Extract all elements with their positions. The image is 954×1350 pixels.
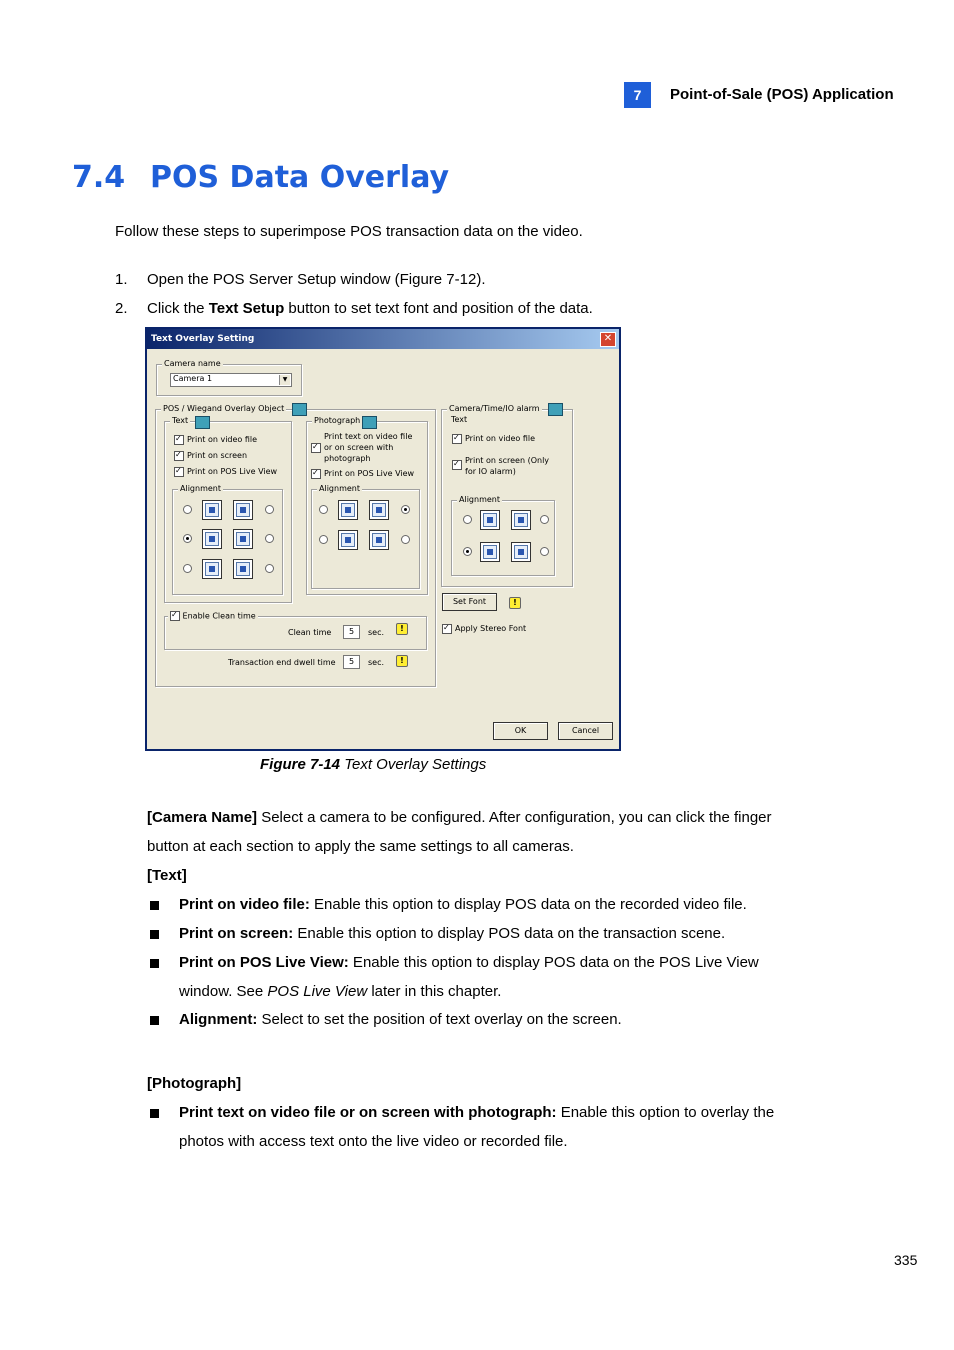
chapter-title: Point-of-Sale (POS) Application xyxy=(670,86,894,103)
text-overlay-dialog xyxy=(145,327,621,751)
photo-align-bottom-right-radio[interactable] xyxy=(401,535,410,544)
list-item xyxy=(147,890,747,919)
enable-clean-group-label xyxy=(168,611,258,621)
step-text-pre: Click the xyxy=(147,300,209,317)
bullet-desc: Enable this option to display POS data on the POS Live View xyxy=(348,954,759,971)
align-middle-right-radio[interactable] xyxy=(265,534,274,543)
camera-name-paragraph xyxy=(147,803,772,832)
cam-alignment-group xyxy=(451,495,555,576)
camera-name-paragraph-line2: button at each section to apply the same settings to all cameras. xyxy=(147,838,574,855)
cam-align-bottom-right-radio[interactable] xyxy=(540,547,549,556)
clean-time-label: Clean time xyxy=(288,628,332,637)
chevron-down-icon: ▼ xyxy=(279,375,290,385)
section-number: 7.4 xyxy=(72,160,126,195)
align-top-left-radio[interactable] xyxy=(183,505,192,514)
bullet-square-icon xyxy=(150,1016,159,1025)
bullet-desc-line2-post: later in this chapter. xyxy=(367,983,502,1000)
bullet-desc: Enable this option to display POS data on the recorded video file. xyxy=(309,896,747,913)
finger-icon[interactable] xyxy=(548,403,563,416)
section-title xyxy=(72,160,449,195)
enable-clean-label: Enable Clean time xyxy=(182,611,256,621)
list-item xyxy=(147,948,759,1006)
align-middle-right-icon[interactable] xyxy=(233,529,253,549)
cam-align-top-right-radio[interactable] xyxy=(540,515,549,524)
cam-align-top-right-icon[interactable] xyxy=(511,510,531,530)
dwell-time-input[interactable]: 5 xyxy=(343,655,360,669)
finger-icon[interactable] xyxy=(195,416,210,429)
intro-paragraph: Follow these steps to superimpose POS transaction data on the video. xyxy=(115,223,583,240)
chapter-number-badge: 7 xyxy=(624,82,651,108)
photo-live-label: Print on POS Live View xyxy=(324,469,415,478)
set-font-button[interactable]: Set Font xyxy=(442,593,497,611)
cam-align-bottom-left-icon[interactable] xyxy=(480,542,500,562)
photo-align-top-left-radio[interactable] xyxy=(319,505,328,514)
section-title-text: POS Data Overlay xyxy=(150,160,450,195)
align-middle-left-icon[interactable] xyxy=(202,529,222,549)
print-screen-label: Print on screen xyxy=(187,451,248,460)
enable-clean-checkbox[interactable] xyxy=(170,611,180,621)
apply-stereo-checkbox[interactable] xyxy=(442,624,452,634)
camera-select-value: Camera 1 xyxy=(173,374,213,383)
bullet-square-icon xyxy=(150,959,159,968)
cam-align-top-left-icon[interactable] xyxy=(480,510,500,530)
camera-name-label: Camera name xyxy=(164,359,221,368)
bullet-square-icon xyxy=(150,1109,159,1118)
step-text-post: button to set text font and position of the data. xyxy=(284,300,593,317)
ok-button[interactable]: OK xyxy=(493,722,548,740)
photo-align-bottom-left-radio[interactable] xyxy=(319,535,328,544)
photo-align-top-right-icon[interactable] xyxy=(369,500,389,520)
print-live-label: Print on POS Live View xyxy=(187,467,278,476)
bullet-desc: Select to set the position of text overlay on the screen. xyxy=(257,1011,622,1028)
cancel-button[interactable]: Cancel xyxy=(558,722,613,740)
bullet-desc-line2-pre: window. See xyxy=(179,983,268,1000)
photograph-heading: [Photograph] xyxy=(147,1075,242,1092)
text-heading: [Text] xyxy=(147,867,187,884)
align-bottom-left-icon[interactable] xyxy=(202,559,222,579)
photo-align-bottom-right-icon[interactable] xyxy=(369,530,389,550)
camera-name-desc: Select a camera to be configured. After configuration, you can click the finger xyxy=(257,809,772,826)
dialog-title: Text Overlay Setting xyxy=(151,334,255,344)
cam-align-bottom-left-radio[interactable] xyxy=(463,547,472,556)
photo-print-label-line1: Print text on video file xyxy=(324,432,413,441)
step-number: 2. xyxy=(115,300,128,317)
align-top-right-icon[interactable] xyxy=(233,500,253,520)
bullet-desc-line2: photos with access text onto the live video or recorded file. xyxy=(179,1133,568,1150)
bullet-term: Print on video file: xyxy=(179,896,310,913)
align-top-left-icon[interactable] xyxy=(202,500,222,520)
camera-name-term: [Camera Name] xyxy=(147,809,258,826)
align-top-right-radio[interactable] xyxy=(265,505,274,514)
print-video-checkbox[interactable] xyxy=(174,435,184,445)
bullet-square-icon xyxy=(150,930,159,939)
cam-print-screen-checkbox[interactable] xyxy=(452,460,462,470)
figure-caption-label: Figure 7-14 xyxy=(260,756,341,773)
step-1 xyxy=(115,265,486,294)
align-bottom-right-icon[interactable] xyxy=(233,559,253,579)
align-bottom-left-radio[interactable] xyxy=(183,564,192,573)
step-text-bold: Text Setup xyxy=(208,300,285,317)
apply-stereo-label: Apply Stereo Font xyxy=(455,624,527,633)
warning-icon: ! xyxy=(509,597,521,609)
clean-time-input[interactable]: 5 xyxy=(343,625,360,639)
cam-align-top-left-radio[interactable] xyxy=(463,515,472,524)
dwell-time-label: Transaction end dwell time xyxy=(228,658,336,667)
align-middle-left-radio[interactable] xyxy=(183,534,192,543)
print-screen-checkbox[interactable] xyxy=(174,451,184,461)
camera-select[interactable] xyxy=(170,373,292,387)
alignment-label: Alignment xyxy=(319,484,360,493)
list-item xyxy=(147,1098,774,1156)
bullet-term: Print on screen: xyxy=(179,925,294,942)
cam-print-screen-label-line1: Print on screen (Only xyxy=(465,456,550,465)
photo-align-top-left-icon[interactable] xyxy=(338,500,358,520)
figure-caption-text: Text Overlay Settings xyxy=(340,756,487,773)
list-item xyxy=(147,919,725,948)
bullet-term: Print on POS Live View: xyxy=(179,954,349,971)
photo-print-label-line2: or on screen with xyxy=(324,443,394,452)
photograph-label: Photograph xyxy=(314,416,361,425)
bullet-desc: Enable this option to overlay the xyxy=(556,1104,775,1121)
photo-align-bottom-left-icon[interactable] xyxy=(338,530,358,550)
step-number: 1. xyxy=(115,271,128,288)
bullet-square-icon xyxy=(150,901,159,910)
figure-caption xyxy=(260,756,486,773)
alignment-label: Alignment xyxy=(180,484,221,493)
camera-name-group xyxy=(156,359,302,396)
cam-print-screen-label-line2: for IO alarm) xyxy=(465,467,516,476)
cam-text-label: Text xyxy=(451,415,468,424)
pos-overlay-label: POS / Wiegand Overlay Object xyxy=(163,404,285,413)
warning-icon: ! xyxy=(396,623,408,635)
dialog-title-bar xyxy=(147,329,619,349)
close-icon[interactable]: ✕ xyxy=(600,332,616,347)
cam-print-video-label: Print on video file xyxy=(465,434,536,443)
cam-print-video-checkbox[interactable] xyxy=(452,434,462,444)
bullet-desc-line2-italic: POS Live View xyxy=(267,983,368,1000)
page-number: 335 xyxy=(894,1252,918,1268)
list-item xyxy=(147,1005,622,1034)
photo-print-checkbox[interactable] xyxy=(311,443,321,453)
clean-time-unit: sec. xyxy=(368,628,385,637)
photo-live-checkbox[interactable] xyxy=(311,469,321,479)
text-group-label: Text xyxy=(172,416,189,425)
step-2 xyxy=(115,294,593,323)
dwell-time-unit: sec. xyxy=(368,658,385,667)
photo-align-top-right-radio[interactable] xyxy=(401,505,410,514)
step-text: Open the POS Server Setup window (Figure 7-12). xyxy=(147,271,486,288)
photo-print-label-line3: photograph xyxy=(324,454,371,463)
align-bottom-right-radio[interactable] xyxy=(265,564,274,573)
warning-icon: ! xyxy=(396,655,408,667)
print-live-checkbox[interactable] xyxy=(174,467,184,477)
print-video-label: Print on video file xyxy=(187,435,258,444)
finger-icon[interactable] xyxy=(362,416,377,429)
alignment-label: Alignment xyxy=(459,495,500,504)
bullet-desc: Enable this option to display POS data on the transaction scene. xyxy=(293,925,726,942)
finger-icon[interactable] xyxy=(292,403,307,416)
cam-align-bottom-right-icon[interactable] xyxy=(511,542,531,562)
bullet-term: Alignment: xyxy=(179,1011,258,1028)
camera-time-io-label: Camera/Time/IO alarm xyxy=(449,404,540,413)
bullet-term: Print text on video file or on screen with photograph: xyxy=(179,1104,557,1121)
